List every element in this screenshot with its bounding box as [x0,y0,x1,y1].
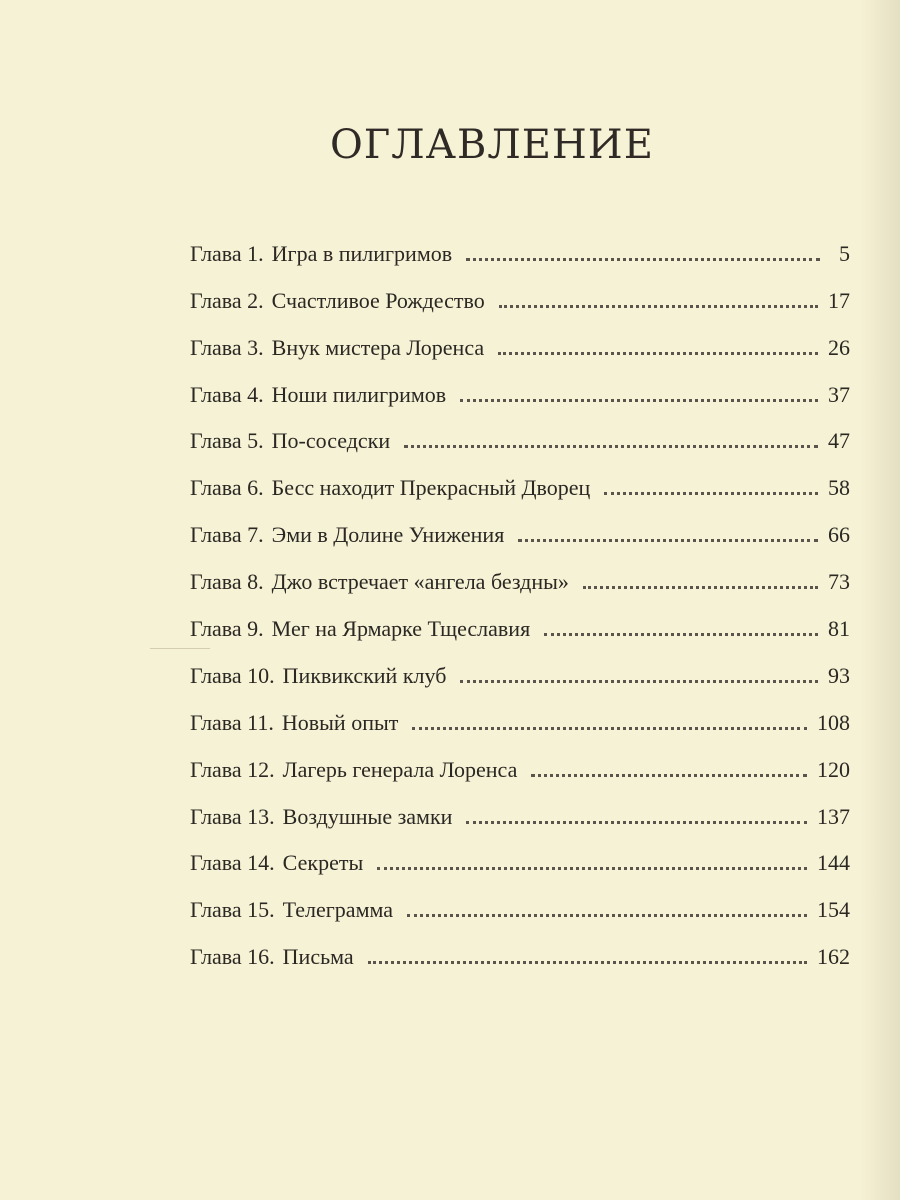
toc-list [190,220,850,970]
toc-chapter-number: Глава 6. [190,475,264,501]
dot-leader [460,398,818,402]
toc-chapter-title: Телеграмма [282,897,394,923]
toc-chapter-title: Игра в пилигримов [271,240,453,266]
toc-entry[interactable] [190,736,850,783]
toc-label [190,757,517,783]
dot-leader [407,913,807,917]
toc-page-number: 120 [817,756,850,782]
toc-label [190,944,354,970]
dot-leader [460,679,818,683]
toc-label [190,897,393,923]
toc-chapter-title: Лагерь генерала Лоренса [282,756,518,782]
toc-chapter-title: Счастливое Рождество [271,287,485,313]
toc-page-number: 108 [817,709,850,735]
toc-entry[interactable] [190,595,850,642]
toc-entry[interactable] [190,361,850,408]
toc-chapter-number: Глава 8. [190,569,264,595]
toc-entry[interactable] [190,267,850,314]
toc-chapter-number: Глава 4. [190,381,264,407]
toc-chapter-title: Мег на Ярмарке Тщеславия [271,616,531,642]
toc-page-number: 47 [828,428,850,454]
toc-chapter-number: Глава 9. [190,616,264,642]
toc-chapter-title: Джо встречает «ангела бездны» [271,569,569,595]
toc-entry[interactable] [190,220,850,267]
toc-chapter-number: Глава 12. [190,756,275,782]
toc-page-number: 58 [828,475,850,501]
toc-chapter-number: Глава 10. [190,662,275,688]
toc-page-number: 5 [839,240,850,266]
dot-leader [518,538,818,542]
toc-label [190,569,569,595]
toc-label [190,804,452,830]
toc-label [190,522,504,548]
toc-label [190,710,398,736]
toc-chapter-number: Глава 16. [190,944,275,970]
dot-leader [544,632,818,636]
toc-page-number: 66 [828,522,850,548]
toc-chapter-title: Ноши пилигримов [271,381,447,407]
toc-chapter-title: Письма [282,944,354,970]
dot-leader [498,351,818,355]
dot-leader [604,491,818,495]
toc-chapter-number: Глава 13. [190,803,275,829]
toc-label [190,288,485,314]
toc-entry[interactable] [190,314,850,361]
page-title: ОГЛАВЛЕНИЕ [330,122,654,168]
toc-chapter-title: Эми в Долине Унижения [271,522,505,548]
toc-label [190,663,446,689]
toc-entry[interactable] [190,454,850,501]
toc-page-number: 37 [828,381,850,407]
toc-label [190,616,530,642]
toc-chapter-title: Новый опыт [281,709,399,735]
toc-chapter-title: Секреты [282,850,364,876]
toc-chapter-title: Воздушные замки [282,803,453,829]
toc-chapter-number: Глава 3. [190,334,264,360]
toc-chapter-title: Пиквикский клуб [282,662,447,688]
toc-chapter-number: Глава 2. [190,287,264,313]
toc-chapter-title: По-соседски [271,428,391,454]
toc-entry[interactable] [190,689,850,736]
dot-leader [404,444,818,448]
toc-chapter-number: Глава 14. [190,850,275,876]
toc-label [190,241,452,267]
toc-chapter-title: Внук мистера Лоренса [271,334,485,360]
toc-chapter-number: Глава 7. [190,522,264,548]
toc-page-number: 137 [817,803,850,829]
toc-label [190,475,590,501]
toc-entry[interactable] [190,783,850,830]
toc-chapter-number: Глава 15. [190,897,275,923]
toc-label [190,335,484,361]
toc-entry[interactable] [190,548,850,595]
toc-chapter-title: Бесс находит Прекрасный Дворец [271,475,591,501]
toc-chapter-number: Глава 1. [190,240,264,266]
toc-label [190,382,446,408]
toc-page-number: 81 [828,616,850,642]
dot-leader [412,726,807,730]
dot-leader [499,304,818,308]
toc-page-number: 162 [817,944,850,970]
dot-leader [583,585,818,589]
dot-leader [531,773,807,777]
toc-entry[interactable] [190,923,850,970]
toc-label [190,428,390,454]
toc-page-number: 144 [817,850,850,876]
toc-page-number: 93 [828,662,850,688]
toc-entry[interactable] [190,501,850,548]
dot-leader [466,820,807,824]
toc-entry[interactable] [190,876,850,923]
toc-entry[interactable] [190,408,850,455]
toc-chapter-number: Глава 5. [190,428,264,454]
toc-page-number: 26 [828,334,850,360]
toc-page-number: 73 [828,569,850,595]
toc-entry[interactable] [190,642,850,689]
page-edge-shadow [860,0,900,1200]
toc-label [190,850,363,876]
dot-leader [368,960,807,964]
toc-chapter-number: Глава 11. [190,709,274,735]
dot-leader [466,257,820,261]
toc-page-number: 154 [817,897,850,923]
toc-page-number: 17 [828,287,850,313]
toc-entry[interactable] [190,830,850,877]
dot-leader [377,866,807,870]
